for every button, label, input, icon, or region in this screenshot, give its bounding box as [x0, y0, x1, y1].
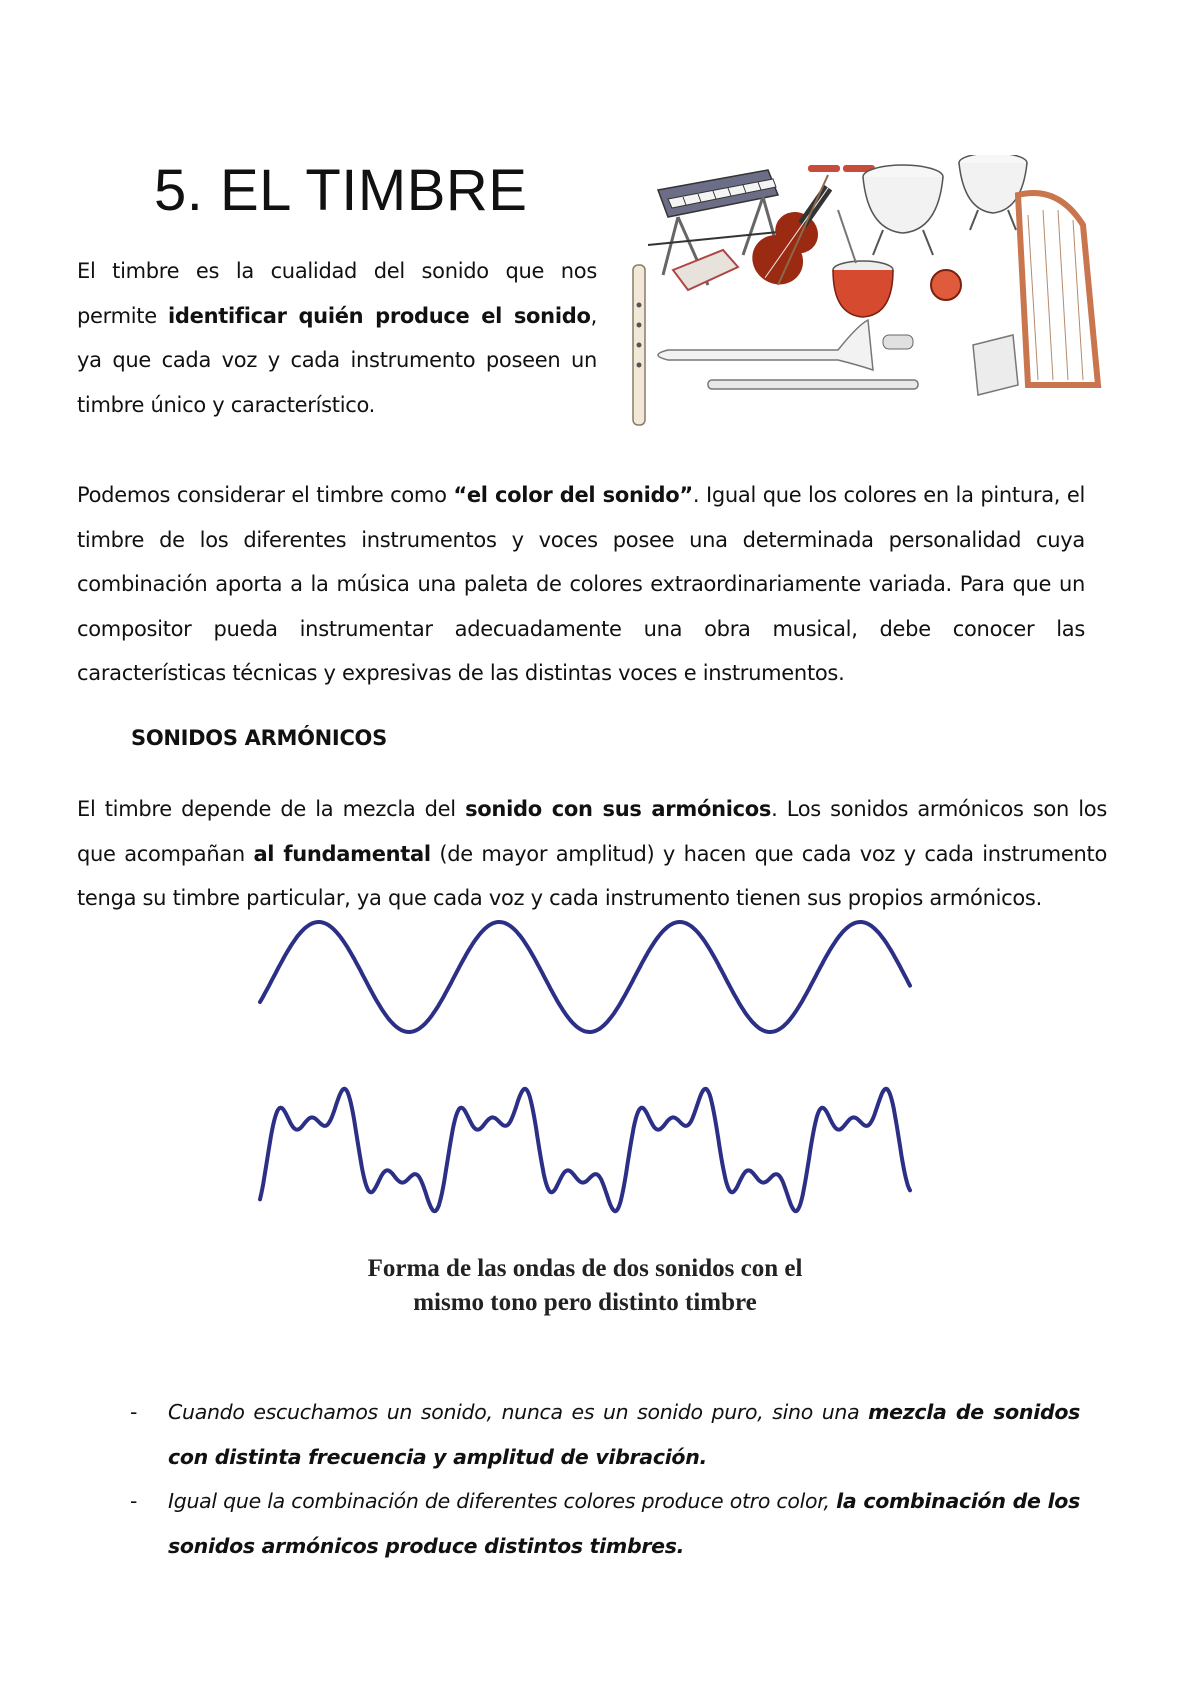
- color-paragraph: Podemos considerar el timbre como “el color del sonido”. Igual que los colores en la pintura, el timbre de los diferentes instrumentos y voces posee una determinada personalidad cuya combinación aporta a la música una paleta de colores extraordinariamente variada. Para que un compositor pueda instrumentar adecuadamente una obra musical, debe conocer las características técnicas y expresivas de las distintas voces e instrumentos.: [77, 483, 1085, 685]
- section-heading: SONIDOS ARMÓNICOS: [131, 726, 387, 750]
- instruments-illustration: [628, 155, 1118, 427]
- intro-paragraph: El timbre es la cualidad del sonido que nos permite identificar quién produce el sonido, ya que cada voz y cada instrumento poseen un timbre único y característico.: [77, 259, 597, 417]
- bullet-list: [120, 1390, 1080, 1568]
- harmonics-bold-2: al fundamental: [253, 841, 431, 866]
- harmonics-bold-1: sonido con sus armónicos: [465, 797, 772, 821]
- harmonics-paragraph: El timbre depende de la mezcla del sonido con sus armónicos. Los sonidos armónicos son los que acompañan al fundamental (de mayor amplitud) y hacen que cada voz y cada instrumento tenga su timbre particular, ya que cada voz y cada instrumento tienen sus propios armónicos.: [77, 797, 1108, 910]
- wave-caption: Forma de las ondas de dos sonidos con el mismo tono pero distinto timbre: [367, 1255, 803, 1316]
- pure-wave: [260, 922, 910, 1032]
- page-title: 5. EL TIMBRE: [154, 157, 528, 223]
- complex-wave: [260, 1089, 910, 1211]
- list-item: - Igual que la combinación de diferentes colores produce otro color, la combinación de los sonidos armónicos produce distintos timbres.: [130, 1489, 1080, 1558]
- wave-figure: [250, 915, 920, 1235]
- color-bold: “el color del sonido”: [453, 483, 693, 507]
- list-item: - Cuando escuchamos un sonido, nunca es un sonido puro, sino una mezcla de sonidos con distinta frecuencia y amplitud de vibración.: [130, 1400, 1081, 1469]
- intro-bold: identificar quién produce el sonido: [168, 303, 591, 328]
